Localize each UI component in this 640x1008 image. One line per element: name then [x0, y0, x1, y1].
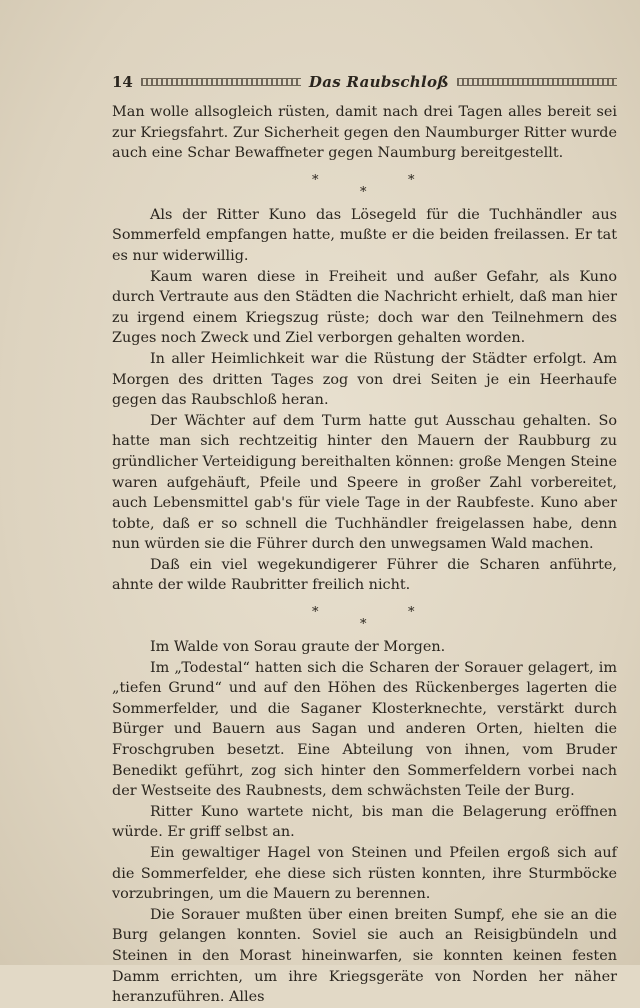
paragraph: Im Walde von Sorau graute der Morgen.: [150, 639, 446, 656]
separator-star: *: [408, 605, 415, 621]
paragraph: Ritter Kuno wartete nicht, bis man die Belagerung eröffnen würde. Er griff selbst an.: [112, 803, 617, 841]
running-title: Das Raubschloß: [308, 73, 449, 91]
separator-star: *: [360, 617, 367, 633]
ornamental-border-right: [457, 78, 617, 86]
paragraph: Die Sorauer mußten über einen breiten Sumpf, ehe sie an die Burg gelangen konnten. Soviel sie auch an Reisigbündeln und Steinen in den Morast hineinwarfen, sie konnten keinen festen Damm errichten, um ihre Kriegsgeräte von Norden her näher heranzuführen. Alles: [112, 906, 617, 1006]
separator-star: *: [312, 605, 319, 621]
paragraph: Als der Ritter Kuno das Lösegeld für die Tuchhändler aus Sommerfeld empfangen hatte, mußte er die beiden freilassen. Er tat es nur widerwillig.: [112, 206, 617, 264]
paragraph: Man wolle allsogleich rüsten, damit nach drei Tagen alles bereit sei zur Kriegsfahrt. Zur Sicherheit gegen den Naumburger Ritter wurde auch eine Schar Bewaffneter gegen Naumburg bereitgestellt.: [112, 104, 617, 162]
paragraph: Daß ein viel wegekundigerer Führer die Scharen anführte, ahnte der wilde Raubritter freilich nicht.: [112, 556, 617, 594]
paragraph: In aller Heimlichkeit war die Rüstung der Städter erfolgt. Am Morgen des dritten Tages zog von drei Seiten je ein Heerhaufe gegen das Raubschloß heran.: [112, 350, 617, 409]
page-number: 14: [112, 73, 133, 91]
paragraph: Kaum waren diese in Freiheit und außer Gefahr, als Kuno durch Vertraute aus den Städten die Nachricht erhielt, daß man hier zu irgend einem Kriegszug rüste; doch war den Teilnehmern des Zuges noch Zweck und Ziel verborgen gehalten worden.: [112, 268, 617, 347]
separator-star: *: [408, 172, 415, 188]
separator-star: *: [360, 184, 367, 200]
section-separator: [112, 596, 617, 637]
paragraph: Im „Todestal“ hatten sich die Scharen der Sorauer gelagert, im „tiefen Grund“ und auf den Höhen des Rückenberges lagerten die Sommerfelder, und die Saganer Klosterknechte, verstärkt durch Bürger und Bauern aus Sagan und anderen Orten, hielten die Froschgruben besetzt. Eine Abteilung von ihnen, vom Bruder Benedikt geführt, zog sich hinter den Sommerfeldern vorbei nach der Westseite des Raubnests, dem schwächsten Teile der Burg.: [112, 659, 617, 800]
page-header: [112, 70, 617, 94]
separator-star: *: [312, 172, 319, 188]
ornamental-border-left: [141, 78, 301, 86]
paragraph: Der Wächter auf dem Turm hatte gut Ausschau gehalten. So hatte man sich rechtzeitig hinter den Mauern der Raubburg zu gründlicher Verteidigung bereithalten können: große Mengen Steine waren aufgehäuft, Pfeile und Speere in großer Zahl vorbereitet, auch Lebensmittel gab's für viele Tage in der Raubfeste. Kuno aber tobte, daß er so schnell die Tuchhändler freigelassen habe, denn nun würden sie die Führer durch den unwegsamen Wald machen.: [112, 412, 617, 553]
page-body: [112, 102, 617, 1008]
paragraph: Ein gewaltiger Hagel von Steinen und Pfeilen ergoß sich auf die Sommerfelder, ehe diese sich rüsten konnten, ihre Sturmböcke vorzubringen, um die Mauern zu berennen.: [112, 845, 617, 903]
section-separator: [112, 164, 617, 205]
